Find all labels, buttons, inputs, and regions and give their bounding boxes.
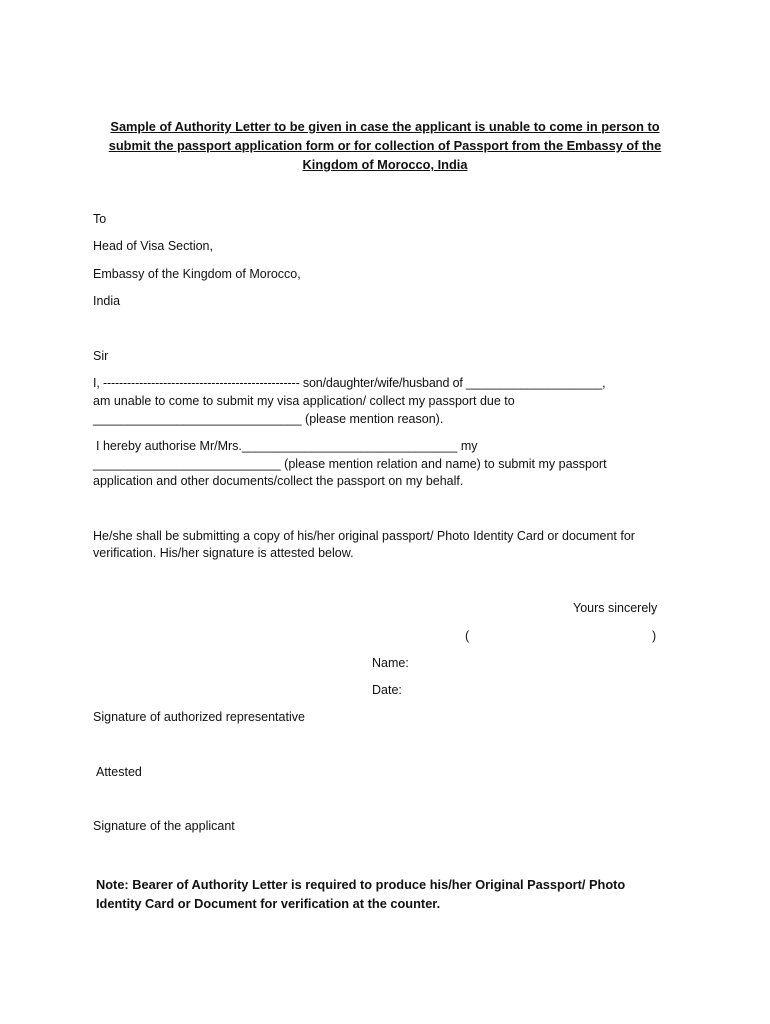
note	[96, 875, 625, 913]
paragraph1-line-3: ______________________________ (please mention reason).	[93, 412, 444, 426]
paragraph3-line-1: He/she shall be submitting a copy of his/her original passport/ Photo Identity Card or document for	[93, 529, 635, 543]
letter-title	[86, 117, 684, 174]
title-line-3: Kingdom of Morocco, India	[302, 157, 468, 172]
closing-paren-open: (	[465, 629, 470, 643]
address-line-1: Head of Visa Section,	[93, 239, 213, 253]
paragraph3-line-2: verification. His/her signature is attested below.	[93, 546, 354, 560]
paragraph2-line-1: I hereby authorise Mr/Mrs._______________________________ my	[96, 439, 478, 453]
date-label: Date:	[372, 683, 402, 697]
closing-paren-close: )	[652, 629, 657, 643]
paragraph2-line-3: application and other documents/collect the passport on my behalf.	[93, 474, 464, 488]
attested-label: Attested	[96, 765, 142, 779]
salutation: Sir	[93, 349, 109, 363]
paragraph1-line-2: am unable to come to submit my visa application/ collect my passport due to	[93, 394, 515, 408]
signature-applicant: Signature of the applicant	[93, 819, 235, 833]
paragraph1-line-1: I, ------------------------------------------------- son/daughter/wife/husband of ____________________,	[93, 376, 606, 390]
address-line-2: Embassy of the Kingdom of Morocco,	[93, 267, 301, 281]
closing-yours-sincerely: Yours sincerely	[573, 601, 658, 615]
title-line-1: Sample of Authority Letter to be given in case the applicant is unable to come in person to	[110, 119, 660, 134]
title-line-2: submit the passport application form or for collection of Passport from the Embassy of the	[108, 138, 662, 153]
note-line-1: Note: Bearer of Authority Letter is required to produce his/her Original Passport/ Photo	[96, 877, 626, 892]
signature-authorized-representative: Signature of authorized representative	[93, 710, 305, 724]
note-line-2: Identity Card or Document for verification at the counter.	[96, 896, 441, 911]
paragraph2-line-2: ___________________________ (please mention relation and name) to submit my passport	[93, 457, 607, 471]
name-label: Name:	[372, 656, 409, 670]
address-to: To	[93, 212, 107, 226]
address-line-3: India	[93, 294, 121, 308]
